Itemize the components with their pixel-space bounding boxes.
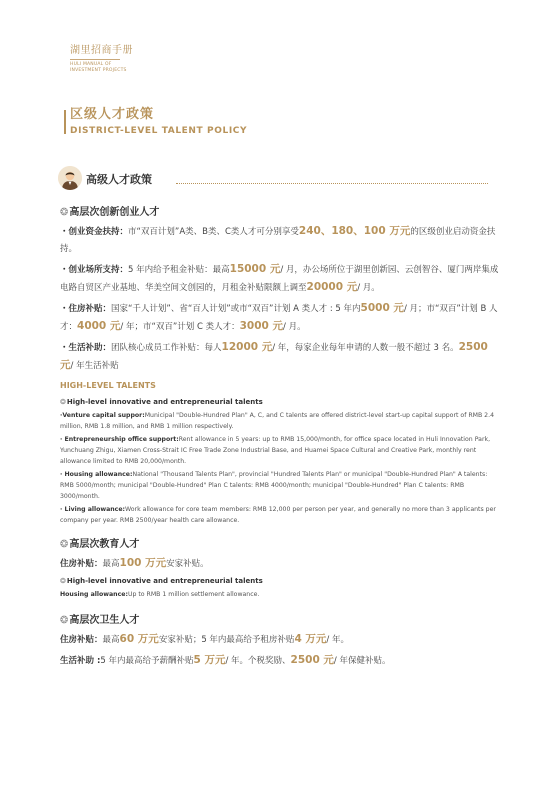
entre-office-text2: / 月，办公场所位于湖里创新园、云创智谷、厦门两岸集成电路自贸区产业基地、华美空间文创园的，月租金补贴限额上调至 xyxy=(60,265,499,293)
entre-living-text1: 团队核心成员工作补贴：每人 xyxy=(111,343,222,353)
subheading-label: 高级人才政策 xyxy=(86,173,152,186)
policy-subheading xyxy=(58,166,488,192)
health-living-text1: 5 年内最高给予薪酬补贴 xyxy=(100,656,194,666)
education-housing-label: 住房补贴： xyxy=(60,559,103,569)
section-accent-bar xyxy=(64,110,66,134)
header-subtitle-line1: HULI MANUAL OF xyxy=(70,62,112,67)
english-capital-text: Municipal "Double-Hundred Plan" A, C, and C talents are offered district-level start-up capital support of RMB 2.4 million, RMB 1.8 million, and RMB 1 million respectively. xyxy=(60,412,495,430)
health-living-paragraph xyxy=(60,652,500,670)
header-subtitle-line2: INVESTMENT PROJECTS xyxy=(70,67,127,73)
document-header xyxy=(70,41,133,73)
english-housing-paragraph xyxy=(60,469,500,502)
education-housing-paragraph xyxy=(60,555,500,573)
health-heading xyxy=(60,614,500,628)
education-heading-text: 高层次教育人才 xyxy=(69,539,140,550)
entre-housing-value2: 4000 元 xyxy=(77,320,121,332)
education-housing-text1: 最高 xyxy=(102,559,120,569)
education-heading xyxy=(60,538,500,552)
education-en-subheading xyxy=(60,577,500,585)
person-avatar-icon xyxy=(58,166,82,190)
flower-marker-icon: ❂ xyxy=(60,615,69,626)
entre-capital-paragraph xyxy=(60,223,500,258)
entre-living-value2: 2500 元 xyxy=(60,341,488,371)
entre-housing-paragraph xyxy=(60,300,500,336)
education-housing-value: 100 万元 xyxy=(119,557,167,569)
health-living-value1: 5 万元 xyxy=(193,654,226,666)
health-housing-value2: 4 万元 xyxy=(294,633,327,645)
entre-capital-label: ・创业资金扶持： xyxy=(60,227,129,237)
health-living-value2: 2500 元 xyxy=(290,654,334,666)
entre-capital-value: 240、180、100 万元 xyxy=(298,225,411,237)
english-capital-label: ·Venture capital suppor: xyxy=(60,412,145,419)
flower-marker-icon: ❂ xyxy=(60,398,66,406)
health-housing-text3: / 年。 xyxy=(326,635,349,645)
english-housing-text: National "Thousand Talents Plan", provincial "Hundred Talents Plan" or municipal "Double-Hundred Plan" A talents: RMB 5000/month; municipal "Double-Hundred" Plan C talents: RMB 4000/month; municipal "Double-Hundred" Plan C talents: RMB 3000/month. xyxy=(60,471,488,500)
health-housing-paragraph xyxy=(60,631,500,649)
entre-capital-text2: 的区级创业启动资金扶持。 xyxy=(60,227,496,254)
health-housing-label: 住房补贴： xyxy=(60,635,103,645)
health-housing-text2: 安家补贴；5 年内最高给予租房补贴 xyxy=(158,635,295,645)
entre-office-text1: 5 年内给予租金补贴：最高 xyxy=(128,265,230,275)
english-office-label: · Entrepreneurship office support: xyxy=(60,436,179,443)
entre-office-value2: 20000 元 xyxy=(306,281,358,293)
entre-office-text3: / 月。 xyxy=(357,283,380,293)
header-divider xyxy=(70,59,120,60)
subheading-dotted-rule xyxy=(176,183,488,184)
health-living-label: 生活补助 : xyxy=(60,656,101,666)
education-en-label: Housing allowance: xyxy=(60,591,128,598)
entre-heading-text: 高层次创新创业人才 xyxy=(69,207,160,218)
policy-content xyxy=(60,200,500,673)
education-en-subheading-text: High-level innovative and entrepreneurial talents xyxy=(66,577,263,585)
english-office-paragraph xyxy=(60,434,500,467)
english-housing-label: · Housing allowance: xyxy=(60,471,133,478)
flower-marker-icon: ❂ xyxy=(60,577,66,585)
english-subheading-text: High-level innovative and entrepreneurial talents xyxy=(66,398,263,406)
entre-housing-text4: / 月。 xyxy=(283,322,306,332)
education-en-paragraph xyxy=(60,589,500,600)
entre-housing-text1: 国家“千人计划”、省“百人计划”或市“双百”计划 A 类人才 : 5 年内 xyxy=(111,304,361,314)
english-living-paragraph xyxy=(60,504,500,526)
english-capital-paragraph xyxy=(60,410,500,432)
education-en-text: Up to RMB 1 million settlement allowance. xyxy=(127,591,260,598)
entre-living-text3: / 年生活补贴 xyxy=(70,361,119,371)
health-heading-text: 高层次卫生人才 xyxy=(69,615,140,626)
header-title: 湖里招商手册 xyxy=(70,45,133,56)
flower-marker-icon: ❂ xyxy=(60,207,69,218)
english-living-text: Work allowance for core team members: RMB 12,000 per person per year, and generally no more than 3 applicants per company per year. RMB 2500/year health care allowance. xyxy=(60,506,496,524)
entre-housing-text3: / 年；市“双百”计划 C 类人才： xyxy=(120,322,240,332)
entre-heading xyxy=(60,206,500,220)
entre-housing-value3: 3000 元 xyxy=(239,320,284,332)
health-living-text3: / 年保健补贴。 xyxy=(333,656,391,666)
education-housing-text2: 安家补贴。 xyxy=(166,559,209,569)
entre-living-text2: / 年，每家企业每年申请的人数一般不超过 3 名。 xyxy=(272,343,459,353)
entre-living-label: ・生活补助： xyxy=(60,343,112,353)
english-heading: HIGH-LEVEL TALENTS xyxy=(60,381,156,390)
health-housing-value1: 60 万元 xyxy=(119,633,159,645)
entre-living-paragraph xyxy=(60,339,500,375)
english-subheading xyxy=(60,398,500,406)
health-housing-text1: 最高 xyxy=(102,635,120,645)
section-title xyxy=(70,107,247,137)
english-living-label: · Living allowance: xyxy=(60,506,126,513)
entre-office-label: ・创业场所支持： xyxy=(60,265,129,275)
entre-office-value1: 15000 元 xyxy=(229,263,281,275)
health-living-text2: / 年。个税奖励、 xyxy=(225,656,291,666)
entre-housing-label: ・住房补贴： xyxy=(60,304,112,314)
flower-marker-icon: ❂ xyxy=(60,539,69,550)
entre-housing-text2: / 月；市“双百”计划 B 人才： xyxy=(60,304,498,332)
entre-capital-text1: 市“双百计划”A类、B类、C类人才可分别享受 xyxy=(128,227,299,237)
section-title-en: DISTRICT-LEVEL TALENT POLICY xyxy=(70,126,248,136)
entre-office-paragraph xyxy=(60,261,500,297)
entre-housing-value1: 5000 元 xyxy=(360,302,404,314)
section-title-cn: 区级人才政策 xyxy=(70,107,155,122)
english-office-text: Rent allowance in 5 years: up to RMB 15,000/month, for office space located in Huli Innovation Park, Yunchuang Zhigu, Xiamen Cross-Strait IC Free Trade Zone Industrial Base, and Huamei Space Cultural and Creative Park, monthly rent allowance limited to RMB 20,000/month. xyxy=(60,436,491,465)
entre-living-value1: 12000 元 xyxy=(221,341,273,353)
